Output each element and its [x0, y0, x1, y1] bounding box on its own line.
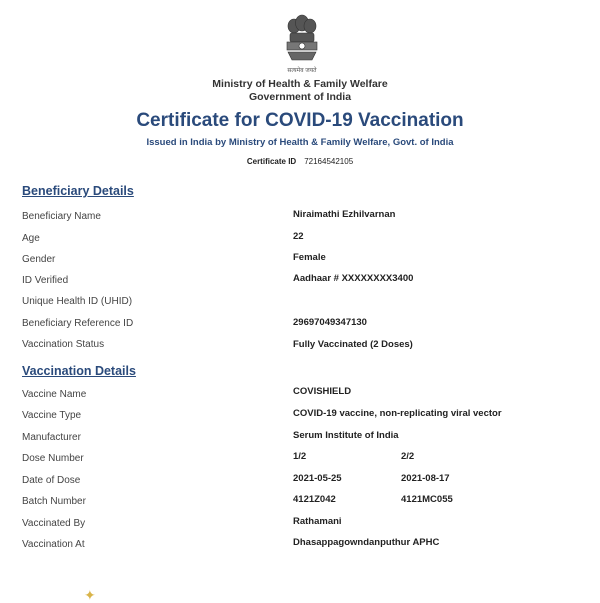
manufacturer-value: Serum Institute of India: [293, 430, 399, 441]
date-of-dose-2: 2021-08-17: [401, 473, 450, 484]
id-verified-value: Aadhaar # XXXXXXXX3400: [293, 273, 414, 284]
gender-label: Gender: [22, 254, 56, 265]
beneficiary-name-label: Beneficiary Name: [22, 211, 101, 222]
beneficiary-reference-label: Beneficiary Reference ID: [22, 318, 134, 329]
certificate-id-label: Certificate ID: [246, 157, 297, 166]
vaccine-type-value: COVID-19 vaccine, non-replicating viral vector: [293, 408, 502, 419]
batch-number-label: Batch Number: [22, 496, 86, 507]
uhid-label: Unique Health ID (UHID): [22, 296, 133, 307]
emblem-motto: सत्यमेव जयते: [287, 68, 317, 74]
certificate-title: Certificate for COVID-19 Vaccination: [136, 110, 464, 131]
certificate-id-value: 72164542105: [304, 157, 354, 166]
beneficiary-details-heading: Beneficiary Details: [22, 184, 134, 198]
manufacturer-label: Manufacturer: [22, 432, 81, 443]
vaccinated-by-label: Vaccinated By: [22, 518, 86, 529]
vaccination-at-label: Vaccination At: [22, 539, 85, 550]
vaccination-status-label: Vaccination Status: [22, 339, 105, 350]
vaccine-name-label: Vaccine Name: [22, 389, 87, 400]
dose-number-2: 2/2: [401, 451, 415, 462]
age-value: 22: [293, 231, 304, 242]
gender-value: Female: [293, 252, 326, 263]
beneficiary-name-value: Niraimathi Ezhilvarnan: [293, 209, 396, 220]
star-decoration-icon: ✦: [84, 587, 96, 603]
batch-number-2: 4121MC055: [401, 494, 453, 505]
dose-number-label: Dose Number: [22, 453, 84, 464]
age-label: Age: [22, 233, 40, 244]
vaccination-details-heading: Vaccination Details: [22, 364, 136, 378]
government-name: Government of India: [248, 91, 352, 103]
date-of-dose-1: 2021-05-25: [293, 473, 342, 484]
batch-number-1: 4121Z042: [293, 494, 336, 505]
issued-by: Issued in India by Ministry of Health & Family Welfare, Govt. of India: [146, 137, 454, 148]
ministry-name: Ministry of Health & Family Welfare: [212, 78, 388, 90]
date-of-dose-label: Date of Dose: [22, 475, 81, 486]
beneficiary-reference-value: 29697049347130: [293, 317, 367, 328]
vaccine-name-value: COVISHIELD: [293, 386, 352, 397]
vaccine-type-label: Vaccine Type: [22, 410, 82, 421]
vaccinated-by-value: Rathamani: [293, 516, 342, 527]
dose-number-1: 1/2: [293, 451, 307, 462]
vaccination-status-value: Fully Vaccinated (2 Doses): [293, 339, 413, 350]
certificate-id-row: [0, 157, 600, 166]
vaccination-at-value: Dhasappagowndanputhur APHC: [293, 537, 440, 548]
id-verified-label: ID Verified: [22, 275, 69, 286]
